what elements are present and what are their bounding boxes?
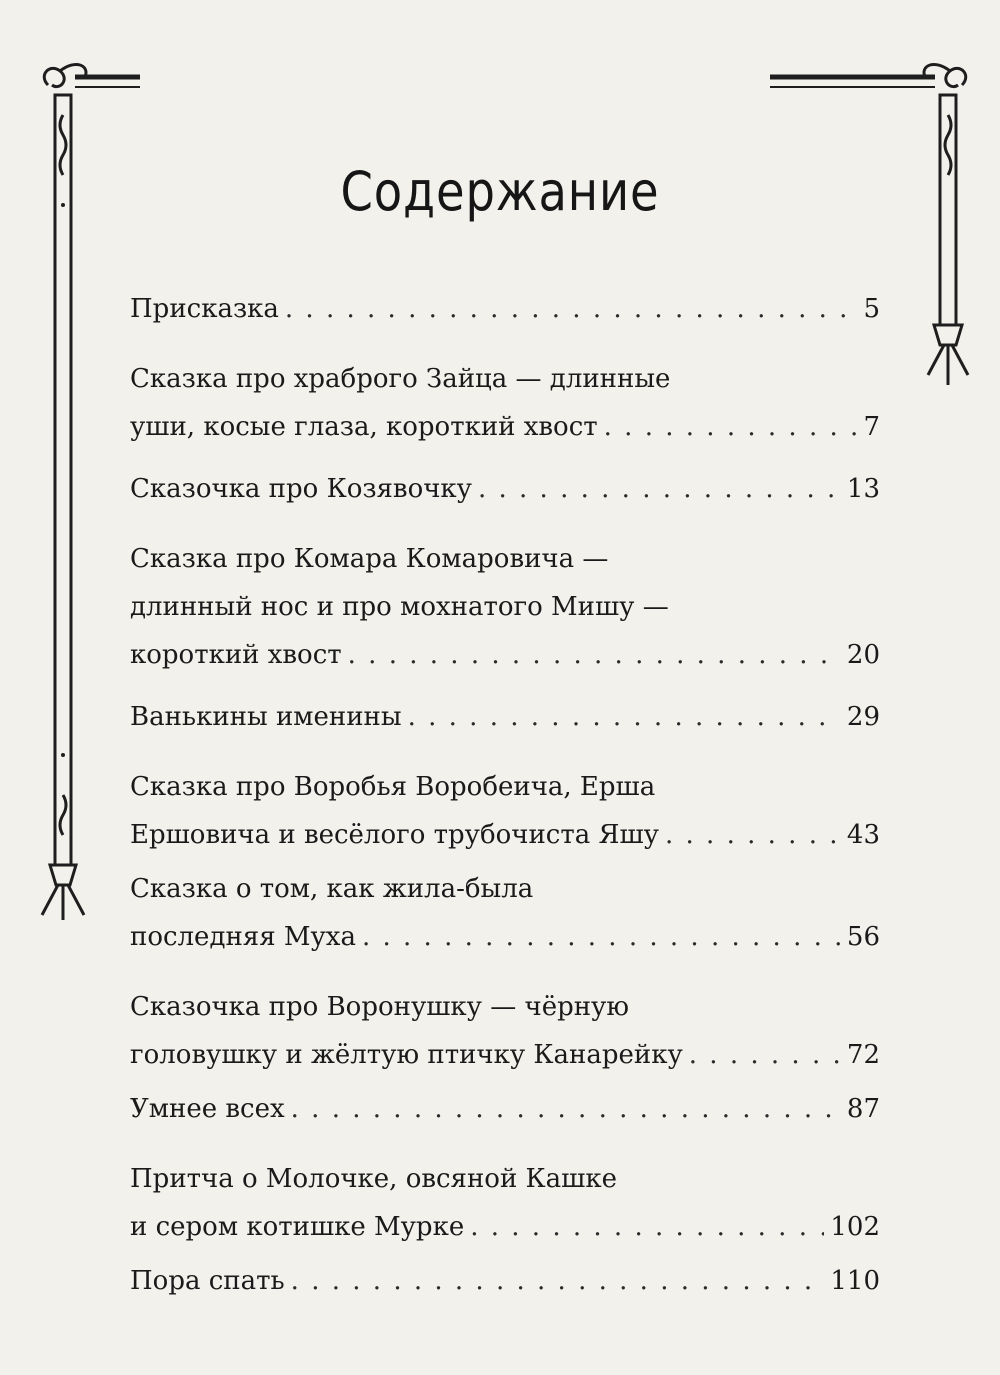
dot-leader: [665, 811, 841, 859]
dot-leader: [291, 1085, 841, 1133]
toc-page-number: 13: [846, 474, 880, 504]
toc-entry-title-line: Ванькины именины: [130, 702, 402, 732]
toc-entry-title-line: Притча о Молочке, овсяной Кашке: [130, 1164, 617, 1194]
toc-entry-title-line: Сказка про храброго Зайца — длинные: [130, 364, 671, 394]
toc-entry-title-line: Пора спать: [130, 1266, 285, 1296]
toc-page-number: 5: [863, 294, 880, 324]
dot-leader: [291, 1257, 825, 1305]
toc-page-number: 7: [863, 412, 880, 442]
toc-page-number: 29: [846, 702, 880, 732]
toc-entry-row: [130, 913, 880, 961]
dot-leader: [604, 403, 858, 451]
toc-entry-row: [130, 285, 880, 333]
toc-page-number: 20: [846, 640, 880, 670]
toc-entry-row: [130, 1085, 880, 1133]
toc-entry-title-line: короткий хвост: [130, 640, 342, 670]
toc-entry-row: [130, 1031, 880, 1079]
toc-entry-row: [130, 811, 880, 859]
toc-entry-title-line: последняя Муха: [130, 922, 356, 952]
toc-entry-title-line: Присказка: [130, 294, 279, 324]
dot-leader: [362, 913, 841, 961]
toc-entry-title-line: длинный нос и про мохнатого Мишу —: [130, 592, 669, 622]
toc-entry: [130, 983, 880, 1079]
page-title: Содержание: [340, 160, 660, 223]
toc-entry-row: [130, 631, 880, 679]
toc-entry-title-line: Сказка про Комара Комаровича —: [130, 544, 609, 574]
dot-leader: [348, 631, 841, 679]
toc-entry-title-line: Сказка о том, как жила-была: [130, 874, 534, 904]
dot-leader: [470, 1203, 824, 1251]
toc-entry: [130, 535, 880, 679]
toc-entry: [130, 285, 880, 333]
toc-entry: [130, 1257, 880, 1305]
toc-entry: [130, 693, 880, 741]
toc-entry: [130, 865, 880, 961]
toc-page-number: 110: [830, 1266, 880, 1296]
dot-leader: [285, 285, 858, 333]
toc-page-number: 43: [846, 820, 880, 850]
toc-page-number: 72: [846, 1040, 880, 1070]
toc-entry-title-line: Сказочка про Воронушку — чёрную: [130, 992, 629, 1022]
toc-entry-row: [130, 693, 880, 741]
toc-entry-title-line: Сказочка про Козявочку: [130, 474, 472, 504]
toc-entry-row: [130, 1203, 880, 1251]
dot-leader: [408, 693, 841, 741]
toc-page-number: 56: [846, 922, 880, 952]
toc-entry-title-line: и сером котишке Мурке: [130, 1212, 465, 1242]
toc-entry-title-line: головушку и жёлтую птичку Канарейку: [130, 1040, 683, 1070]
toc-entry-title-line: Ершовича и весёлого трубочиста Яшу: [130, 820, 659, 850]
toc-entry-title-line: Сказка про Воробья Воробеича, Ерша: [130, 772, 656, 802]
toc-entry: [130, 1155, 880, 1251]
toc-entry: [130, 465, 880, 513]
toc-entry-row: [130, 403, 880, 451]
toc-page-number: 102: [830, 1212, 880, 1242]
toc-entry-row: [130, 1257, 880, 1305]
toc-entry: [130, 1085, 880, 1133]
toc-page-number: 87: [846, 1094, 880, 1124]
toc-entry-title-line: уши, косые глаза, короткий хвост: [130, 412, 598, 442]
dot-leader: [478, 465, 841, 513]
toc-entry: [130, 355, 880, 451]
toc-entry: [130, 763, 880, 859]
toc-entry-title-line: Умнее всех: [130, 1094, 285, 1124]
toc-entry-row: [130, 465, 880, 513]
dot-leader: [689, 1031, 841, 1079]
table-of-contents: [130, 275, 880, 1305]
